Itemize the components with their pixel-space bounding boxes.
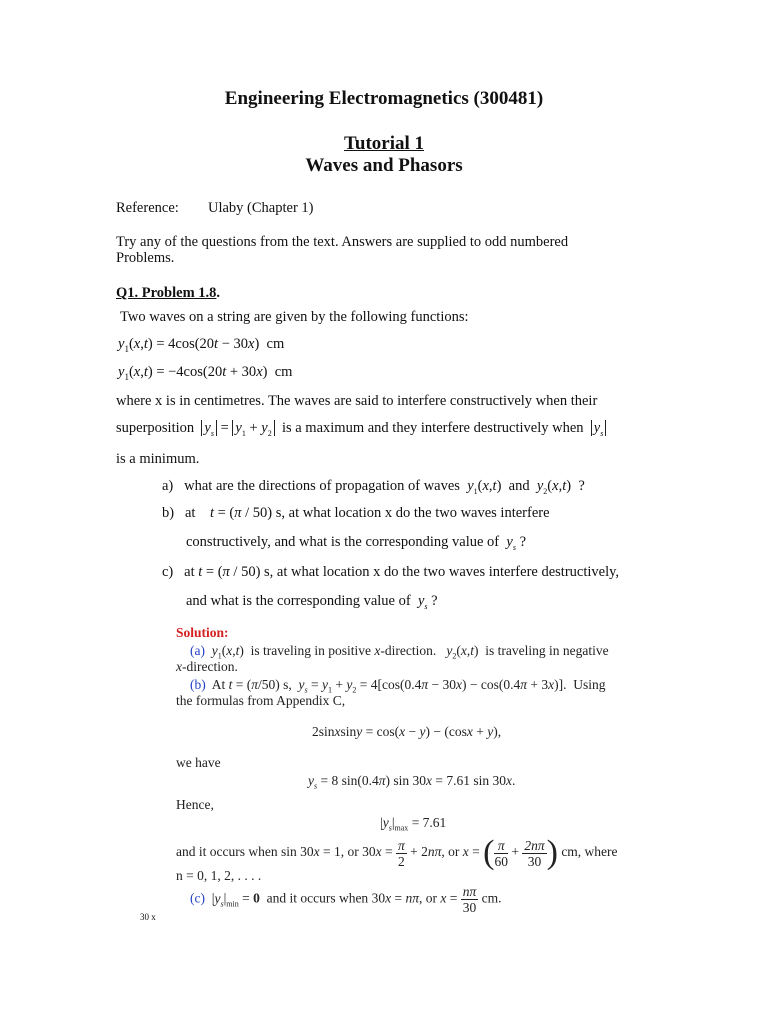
identity-equation: 2sinxsiny = cos(x − y) − (cosx + y), (312, 724, 502, 739)
equation-y1: $y_1(x,t) = 4\cos(20t - 30x)$ cm (118, 336, 285, 354)
we-have-text: we have (176, 755, 221, 770)
paragraph-line-1: where x is in centimetres. The waves are said to interfere constructively when their (116, 393, 598, 409)
reference-label: Reference: (116, 200, 179, 216)
ys-equation: $y_s = 8$ sin(0.4π) sin 30x = 7.61 sin 30x. (308, 773, 516, 791)
item-c-line-1: c) at t = (π / 50) s, at what location x do the two waves interfere destructively, (162, 564, 620, 580)
item-b-line-2: constructively, and what is the corresponding value of $y_s$ ? (186, 534, 527, 552)
paragraph-line-3: is a minimum. (116, 451, 200, 467)
item-a: a) what are the directions of propagation of waves $y_1(x,t)$ and $y_2(x,t)$ ? (162, 478, 585, 496)
paragraph-line-2: superposition $y_s = y_1 + y_2$ is a maximum and they interfere destructively when $y_s$ (116, 420, 606, 438)
solution-c-line: (c) $|y_s|_{min} = 0$ and it occurs when 30x = nπ, or x = $\frac{n\pi}{30}$ cm. (190, 884, 502, 915)
margin-note: 30 x (140, 912, 156, 922)
solution-b-line-2: the formulas from Appendix C, (176, 693, 346, 708)
solution-b-line-1: (b) At t = (π/50) s, $y_s = y_1 + y_2 = 4[\cos(0.4\pi - 30x) - \cos(0.4\pi + 3x)]$. Using (190, 677, 606, 695)
item-c-line-2: and what is the corresponding value of $y_s$ ? (186, 593, 438, 611)
question-1-lead: Two waves on a string are given by the following functions: (120, 309, 469, 325)
solution-a-line-1: (a) $y_1(x,t)$ is traveling in positive x-direction. $y_2(x,t)$ is traveling in negative (190, 643, 609, 661)
solution-heading: Solution: (176, 625, 229, 640)
solution-a-line-2: x-direction. (176, 659, 238, 674)
intro-line-2: Problems. (116, 250, 175, 266)
question-1-heading: Q1. Problem 1.8. (116, 285, 221, 301)
tutorial-subtitle: Waves and Phasors (305, 155, 463, 176)
n-values-line: n = 0, 1, 2, . . . . (176, 868, 262, 883)
hence-text: Hence, (176, 797, 214, 812)
max-condition-line: and it occurs when sin 30x = 1, or 30x = $\frac{\pi}{2}$ + 2nπ, or x = ( $\frac{\pi}{60}$ + $\frac{2n\pi}{30}$ ) cm, where (176, 834, 618, 871)
reference-value: Ulaby (Chapter 1) (208, 200, 314, 216)
equation-y2: $y_1(x,t) = -4\cos(20t + 30x)$ cm (118, 364, 293, 382)
item-b-line-1: b) at t = (π / 50) s, at what location x do the two waves interfere (162, 505, 550, 521)
tutorial-heading: Tutorial 1 (343, 133, 425, 154)
document-title: Engineering Electromagnetics (300481) (224, 88, 544, 109)
intro-line-1: Try any of the questions from the text. Answers are supplied to odd numbered (116, 234, 569, 250)
ys-max-equation: $|y_s|_{max} = 7.61$ (380, 815, 447, 833)
